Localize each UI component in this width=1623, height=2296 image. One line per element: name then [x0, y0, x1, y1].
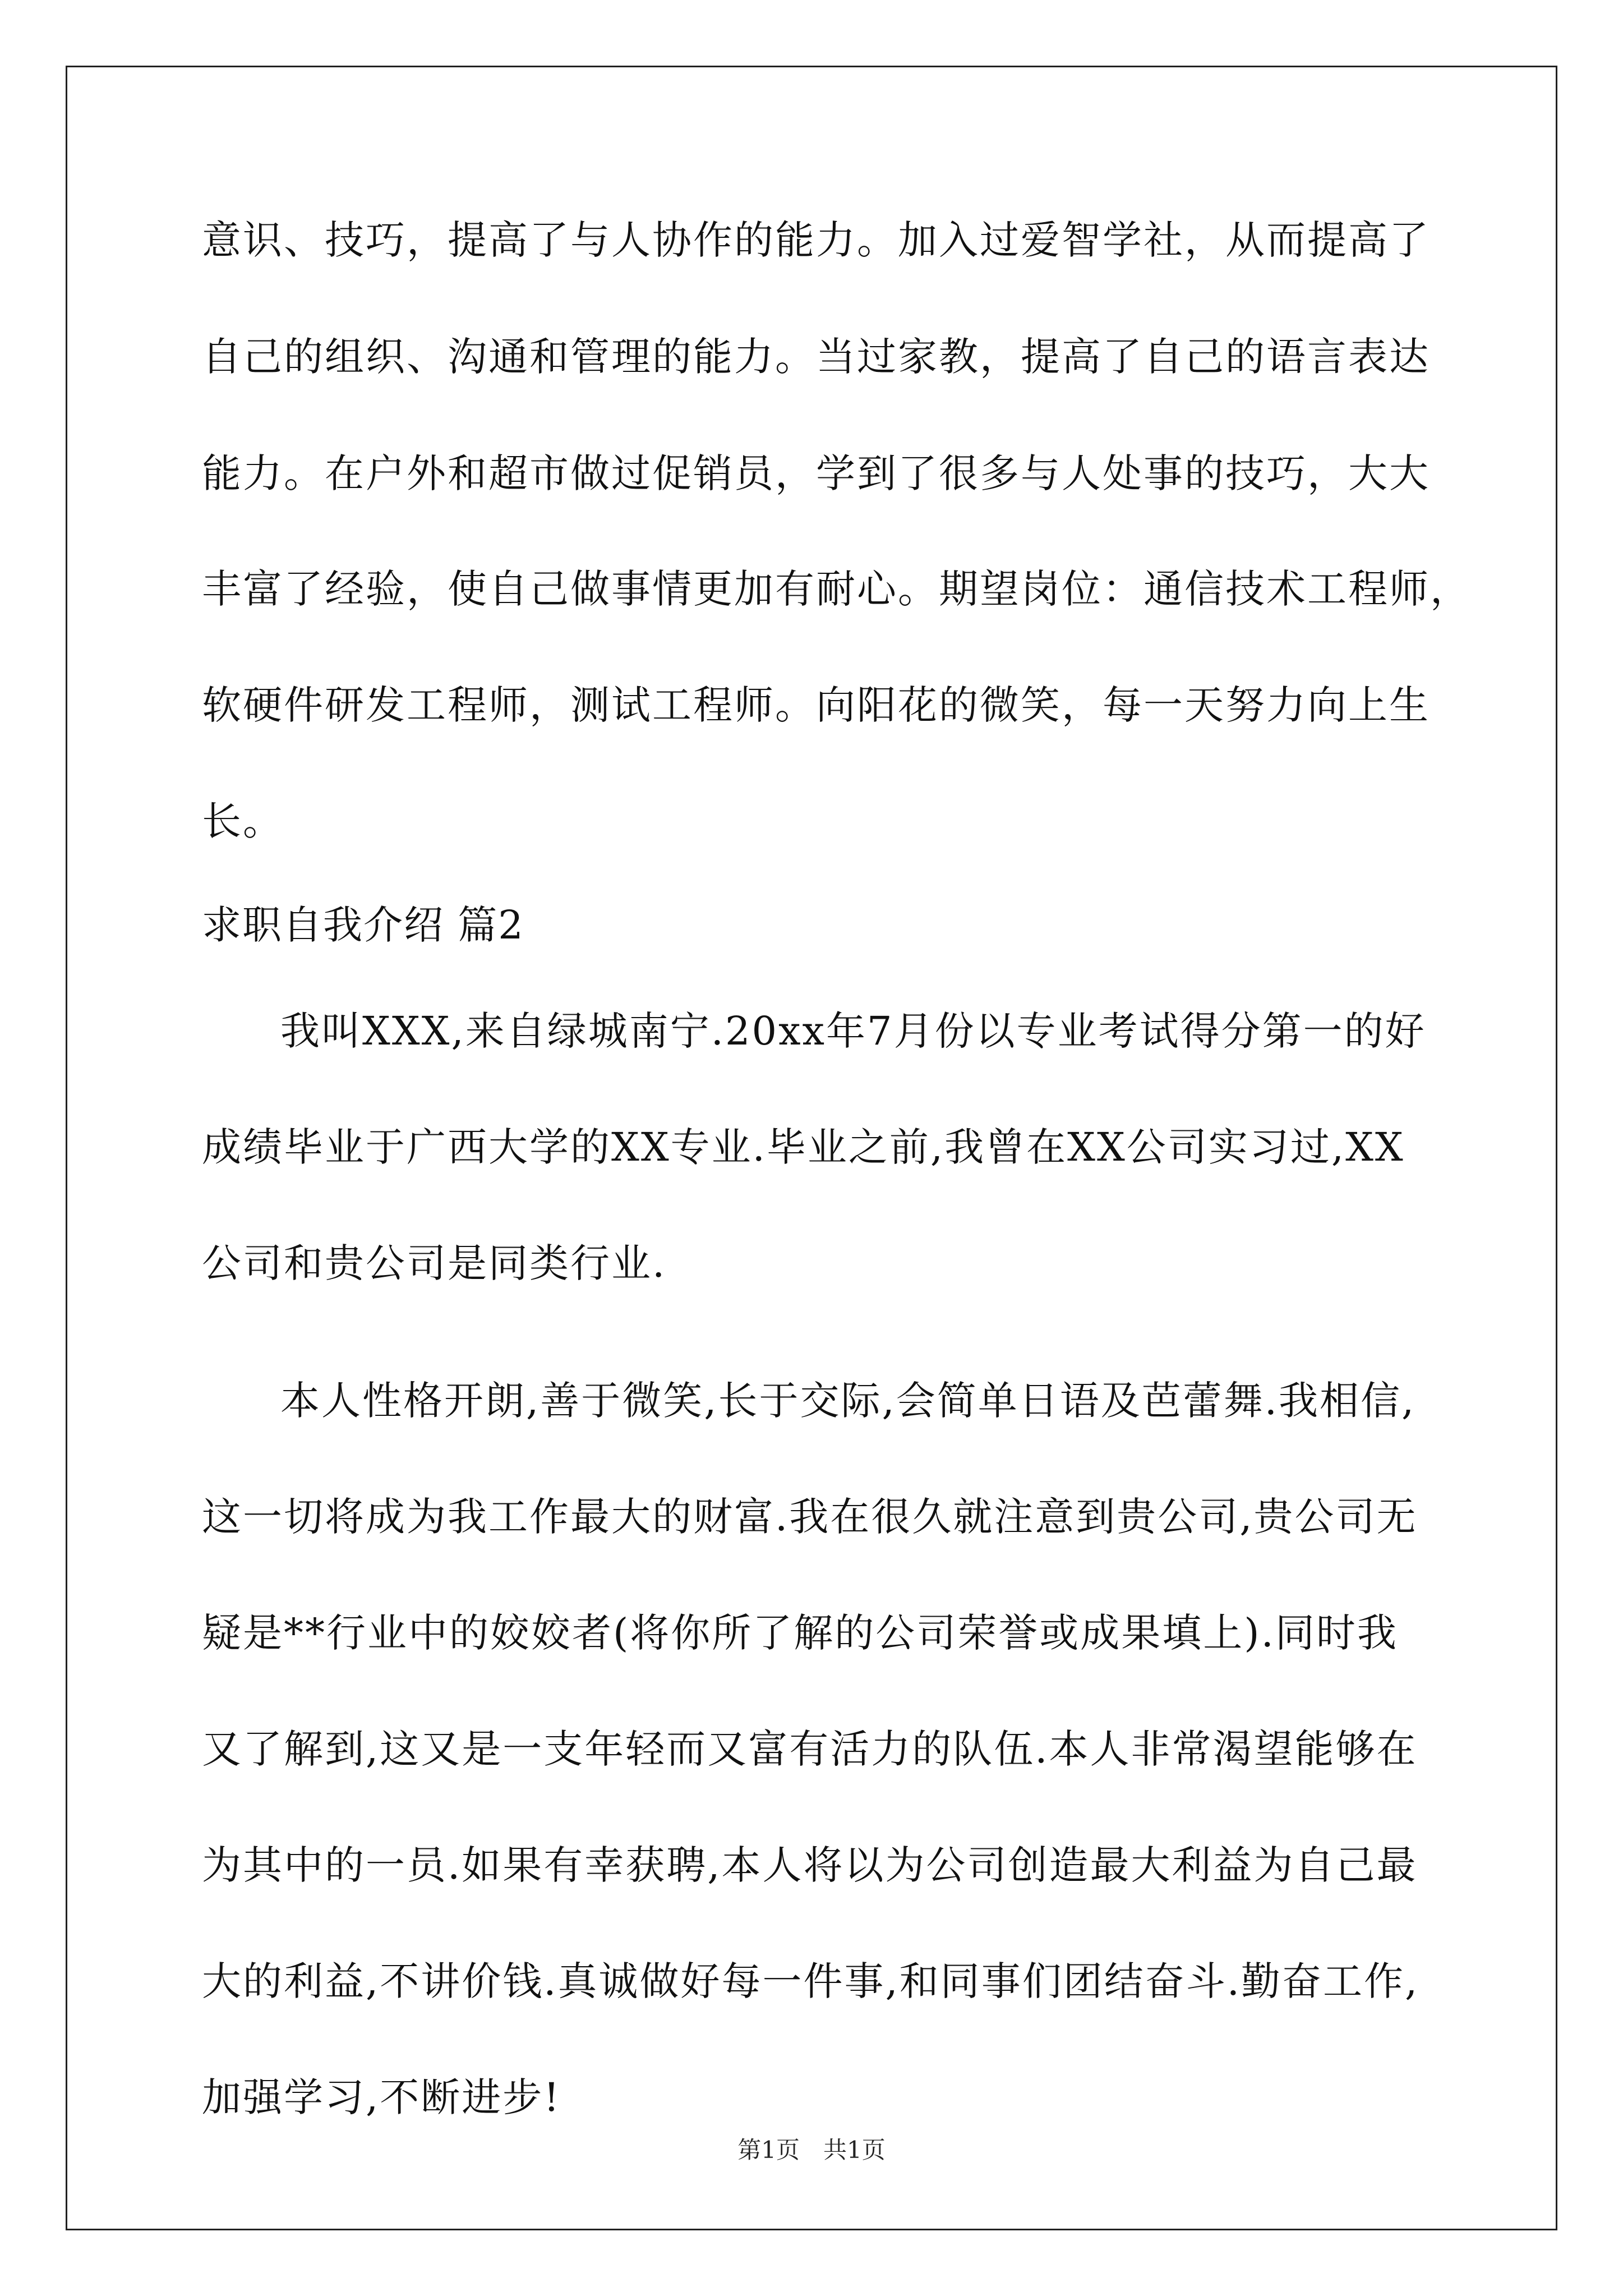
paragraph-text-line: 成绩毕业于广西大学的XX专业.毕业之前,我曾在XX公司实习过,XX [202, 1124, 1405, 1170]
body-text-line: 自己的组织、沟通和管理的能力。当过家教，提高了自己的语言表达 [202, 334, 1430, 380]
paragraph-text-line: 大的利益,不讲价钱.真诚做好每一件事,和同事们团结奋斗.勤奋工作, [202, 1958, 1419, 2004]
paragraph-text-line: 加强学习,不断进步! [202, 2074, 561, 2120]
paragraph-text-line: 为其中的一员.如果有幸获聘,本人将以为公司创造最大利益为自己最 [202, 1842, 1418, 1888]
body-text-line: 能力。在户外和超市做过促销员，学到了很多与人处事的技巧，大大 [202, 450, 1430, 496]
body-text-line: 软硬件研发工程师，测试工程师。向阳花的微笑，每一天努力向上生 [202, 682, 1430, 728]
paragraph-text-line: 这一切将成为我工作最大的财富.我在很久就注意到贵公司,贵公司无 [202, 1494, 1418, 1540]
body-text-line: 丰富了经验，使自己做事情更加有耐心。期望岗位：通信技术工程师， [202, 566, 1471, 612]
paragraph-text-line: 我叫XXX,来自绿城南宁.20xx年7月份以专业考试得分第一的好 [280, 1008, 1426, 1054]
paragraph-text-line: 本人性格开朗,善于微笑,长于交际,会简单日语及芭蕾舞.我相信, [280, 1378, 1416, 1424]
body-text-line: 长。 [202, 798, 284, 844]
paragraph-text-line: 疑是**行业中的姣姣者(将你所了解的公司荣誉或成果填上).同时我 [202, 1610, 1398, 1656]
body-text-line: 意识、技巧，提高了与人协作的能力。加入过爱智学社，从而提高了 [202, 217, 1430, 263]
paragraph-text-line: 又了解到,这又是一支年轻而又富有活力的队伍.本人非常渴望能够在 [202, 1726, 1418, 1772]
paragraph-text-line: 公司和贵公司是同类行业. [202, 1240, 667, 1286]
page-footer: 第1页 共1页 [737, 2136, 886, 2164]
section-heading: 求职自我介绍 篇2 [202, 902, 524, 948]
